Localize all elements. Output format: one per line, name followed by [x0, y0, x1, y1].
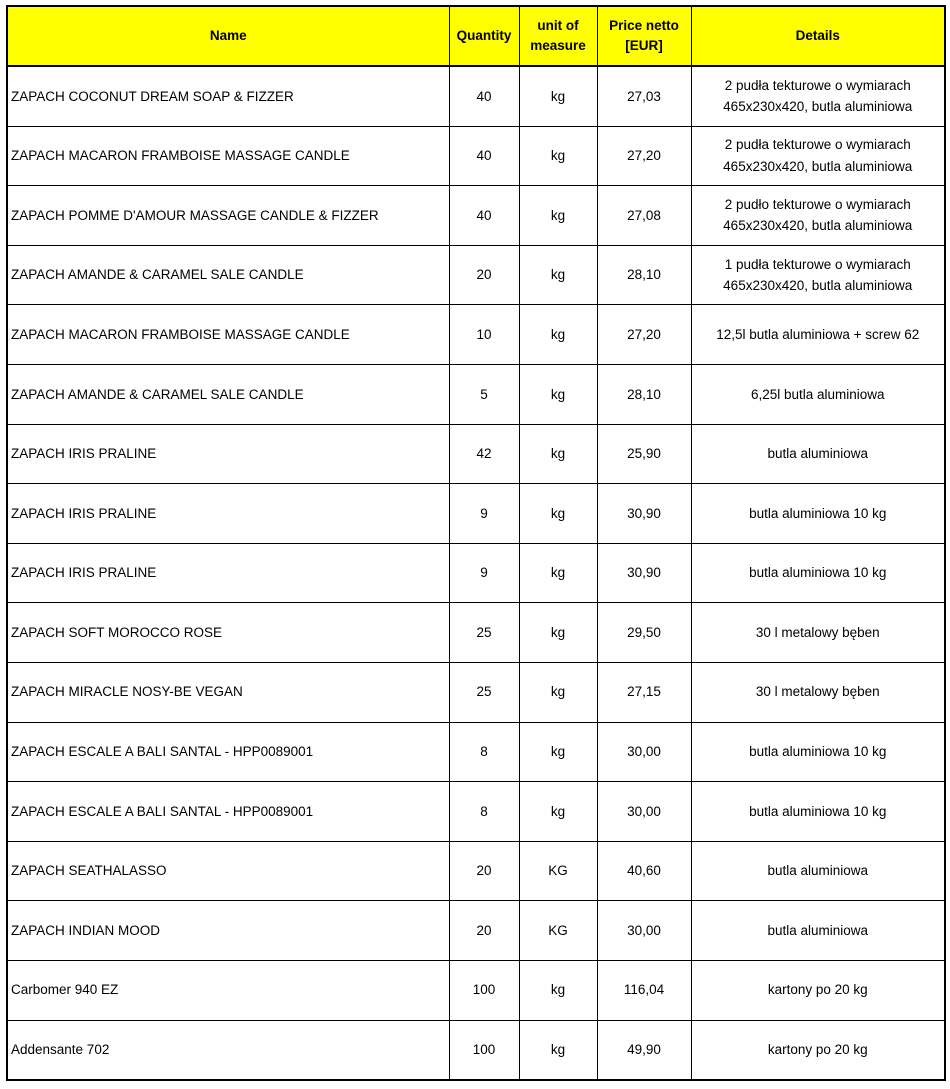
cell-details[interactable]: [691, 126, 945, 186]
cell-quantity[interactable]: 100: [449, 1020, 519, 1080]
header-unit-line2: measure: [530, 38, 586, 53]
cell-details[interactable]: [691, 960, 945, 1020]
header-name[interactable]: Name: [7, 6, 449, 66]
cell-quantity[interactable]: 40: [449, 186, 519, 246]
cell-name[interactable]: ZAPACH ESCALE A BALI SANTAL - HPP0089001: [7, 782, 449, 842]
cell-name[interactable]: ZAPACH MACARON FRAMBOISE MASSAGE CANDLE: [7, 126, 449, 186]
cell-name[interactable]: ZAPACH SEATHALASSO: [7, 841, 449, 901]
cell-name[interactable]: ZAPACH POMME D'AMOUR MASSAGE CANDLE & FIZZER: [7, 186, 449, 246]
cell-price[interactable]: 30,00: [597, 901, 691, 961]
cell-name[interactable]: Addensante 702: [7, 1020, 449, 1080]
cell-details[interactable]: [691, 484, 945, 544]
details-line2: 465x230x420, butla aluminiowa: [723, 278, 913, 294]
cell-quantity[interactable]: 10: [449, 305, 519, 365]
cell-name[interactable]: ZAPACH IRIS PRALINE: [7, 424, 449, 484]
cell-price[interactable]: 27,03: [597, 66, 691, 126]
details-line1: 6,25l butla aluminiowa: [750, 386, 885, 402]
details-line1: butla aluminiowa: [767, 922, 869, 938]
cell-unit[interactable]: kg: [519, 603, 597, 663]
cell-name[interactable]: ZAPACH IRIS PRALINE: [7, 484, 449, 544]
cell-quantity[interactable]: 25: [449, 603, 519, 663]
cell-name[interactable]: ZAPACH INDIAN MOOD: [7, 901, 449, 961]
cell-unit[interactable]: kg: [519, 126, 597, 186]
details-line1: 1 pudła tekturowe o wymiarach: [724, 256, 911, 272]
details-line1: butla aluminiowa 10 kg: [749, 505, 887, 521]
cell-quantity[interactable]: 40: [449, 126, 519, 186]
table-row: [7, 782, 945, 842]
cell-unit[interactable]: kg: [519, 782, 597, 842]
table-row: [7, 722, 945, 782]
cell-price[interactable]: 30,00: [597, 782, 691, 842]
cell-name[interactable]: Carbomer 940 EZ: [7, 960, 449, 1020]
table-row: [7, 126, 945, 186]
cell-name[interactable]: ZAPACH AMANDE & CARAMEL SALE CANDLE: [7, 364, 449, 424]
cell-quantity[interactable]: 9: [449, 543, 519, 603]
cell-quantity[interactable]: 40: [449, 66, 519, 126]
details-line1: 30 l metalowy bęben: [755, 624, 880, 640]
header-unit[interactable]: [519, 6, 597, 66]
table-row: [7, 484, 945, 544]
details-line1: 12,5l butla aluminiowa + screw 62: [716, 326, 920, 342]
details-line2: 465x230x420, butla aluminiowa: [723, 99, 913, 115]
cell-unit[interactable]: kg: [519, 305, 597, 365]
header-price-line1: Price netto: [609, 18, 679, 33]
details-line1: 30 l metalowy bęben: [755, 684, 880, 700]
cell-name[interactable]: ZAPACH ESCALE A BALI SANTAL - HPP0089001: [7, 722, 449, 782]
cell-price[interactable]: 27,08: [597, 186, 691, 246]
cell-price[interactable]: 30,90: [597, 543, 691, 603]
details-line1: 2 pudła tekturowe o wymiarach: [724, 137, 911, 153]
cell-name[interactable]: ZAPACH SOFT MOROCCO ROSE: [7, 603, 449, 663]
cell-name[interactable]: ZAPACH IRIS PRALINE: [7, 543, 449, 603]
cell-unit[interactable]: kg: [519, 66, 597, 126]
table-row: [7, 66, 945, 126]
cell-price[interactable]: 29,50: [597, 603, 691, 663]
cell-quantity[interactable]: 100: [449, 960, 519, 1020]
details-line2: 465x230x420, butla aluminiowa: [723, 218, 913, 234]
table-row: [7, 543, 945, 603]
cell-price[interactable]: 30,00: [597, 722, 691, 782]
cell-unit[interactable]: kg: [519, 364, 597, 424]
cell-unit[interactable]: KG: [519, 901, 597, 961]
cell-details[interactable]: [691, 186, 945, 246]
cell-price[interactable]: 27,20: [597, 126, 691, 186]
cell-details[interactable]: [691, 782, 945, 842]
cell-unit[interactable]: kg: [519, 662, 597, 722]
cell-price[interactable]: 28,10: [597, 364, 691, 424]
cell-price[interactable]: 27,15: [597, 662, 691, 722]
details-line1: kartony po 20 kg: [767, 1042, 868, 1058]
details-line1: kartony po 20 kg: [767, 982, 868, 998]
product-table: [6, 5, 946, 1081]
cell-unit[interactable]: kg: [519, 1020, 597, 1080]
cell-price[interactable]: 25,90: [597, 424, 691, 484]
table-row: [7, 424, 945, 484]
table-row: [7, 364, 945, 424]
cell-details[interactable]: [691, 364, 945, 424]
cell-details[interactable]: [691, 1020, 945, 1080]
cell-details[interactable]: [691, 901, 945, 961]
table-row: [7, 186, 945, 246]
cell-name[interactable]: ZAPACH MIRACLE NOSY-BE VEGAN: [7, 662, 449, 722]
cell-quantity[interactable]: 20: [449, 841, 519, 901]
cell-name[interactable]: ZAPACH AMANDE & CARAMEL SALE CANDLE: [7, 245, 449, 305]
cell-price[interactable]: 40,60: [597, 841, 691, 901]
table-row: [7, 841, 945, 901]
cell-unit[interactable]: kg: [519, 484, 597, 544]
cell-unit[interactable]: kg: [519, 543, 597, 603]
cell-name[interactable]: ZAPACH COCONUT DREAM SOAP & FIZZER: [7, 66, 449, 126]
details-line1: butla aluminiowa 10 kg: [749, 565, 887, 581]
cell-unit[interactable]: kg: [519, 722, 597, 782]
cell-details[interactable]: [691, 305, 945, 365]
details-line1: butla aluminiowa: [767, 863, 869, 879]
header-unit-line1: unit of: [537, 18, 579, 33]
table-row: [7, 662, 945, 722]
table-row: [7, 245, 945, 305]
cell-price[interactable]: 28,10: [597, 245, 691, 305]
cell-unit[interactable]: kg: [519, 245, 597, 305]
cell-price[interactable]: 49,90: [597, 1020, 691, 1080]
cell-quantity[interactable]: 20: [449, 901, 519, 961]
cell-quantity[interactable]: 5: [449, 364, 519, 424]
details-line1: 2 pudło tekturowe o wymiarach: [724, 196, 911, 212]
cell-unit[interactable]: kg: [519, 960, 597, 1020]
details-line1: butla aluminiowa 10 kg: [749, 803, 887, 819]
header-details[interactable]: Details: [691, 6, 945, 66]
cell-details[interactable]: [691, 603, 945, 663]
cell-name[interactable]: ZAPACH MACARON FRAMBOISE MASSAGE CANDLE: [7, 305, 449, 365]
cell-details[interactable]: [691, 722, 945, 782]
cell-price[interactable]: 116,04: [597, 960, 691, 1020]
cell-quantity[interactable]: 8: [449, 722, 519, 782]
cell-details[interactable]: [691, 841, 945, 901]
header-row: [7, 6, 945, 66]
header-price[interactable]: [597, 6, 691, 66]
details-line1: butla aluminiowa 10 kg: [749, 744, 887, 760]
cell-quantity[interactable]: 25: [449, 662, 519, 722]
cell-quantity[interactable]: 42: [449, 424, 519, 484]
details-line1: butla aluminiowa: [767, 446, 869, 462]
header-price-line2: [EUR]: [625, 38, 663, 53]
table-row: [7, 603, 945, 663]
cell-price[interactable]: 27,20: [597, 305, 691, 365]
table-body: [7, 66, 945, 1080]
details-line2: 465x230x420, butla aluminiowa: [723, 158, 913, 174]
cell-unit[interactable]: kg: [519, 424, 597, 484]
cell-details[interactable]: [691, 543, 945, 603]
cell-details[interactable]: [691, 662, 945, 722]
cell-quantity[interactable]: 8: [449, 782, 519, 842]
cell-details[interactable]: [691, 424, 945, 484]
cell-price[interactable]: 30,90: [597, 484, 691, 544]
header-quantity[interactable]: Quantity: [449, 6, 519, 66]
table-row: [7, 1020, 945, 1080]
details-line1: 2 pudła tekturowe o wymiarach: [724, 77, 911, 93]
table-row: [7, 960, 945, 1020]
cell-unit[interactable]: kg: [519, 186, 597, 246]
cell-unit[interactable]: KG: [519, 841, 597, 901]
cell-details[interactable]: [691, 66, 945, 126]
cell-details[interactable]: [691, 245, 945, 305]
cell-quantity[interactable]: 9: [449, 484, 519, 544]
table-row: [7, 901, 945, 961]
cell-quantity[interactable]: 20: [449, 245, 519, 305]
table-row: [7, 305, 945, 365]
